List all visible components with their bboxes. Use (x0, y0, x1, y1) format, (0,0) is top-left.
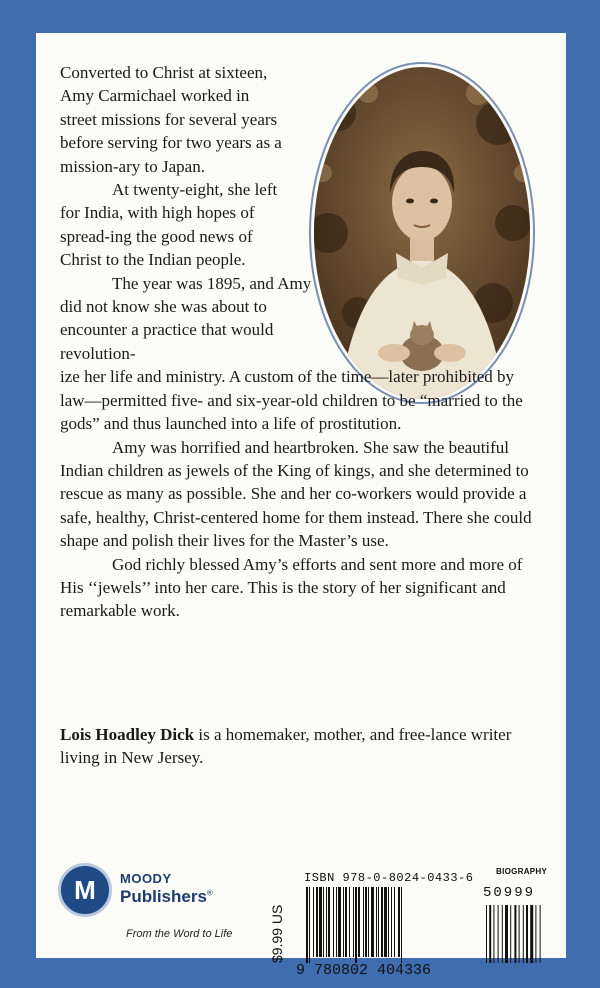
addon-bar (526, 905, 528, 963)
barcode-bar (363, 887, 364, 957)
barcode-bar (378, 887, 379, 957)
barcode-bar (391, 887, 392, 957)
publisher-logo (58, 863, 268, 943)
addon-bar (489, 905, 491, 963)
barcode-bar (309, 887, 310, 963)
barcode-bar (388, 887, 389, 957)
author-bio (60, 723, 550, 770)
barcode-bar (349, 887, 350, 957)
author-bio-text: is a homemaker, mother, and free-lance writer living in New Jersey. (60, 725, 512, 768)
barcode-bar (306, 887, 308, 963)
addon-bar (505, 905, 508, 963)
barcode-bar (326, 887, 327, 957)
addon-bar (523, 905, 524, 963)
barcode-bar (368, 887, 369, 957)
barcode-bar (371, 887, 374, 957)
barcode-bar (316, 887, 318, 957)
author-name: Lois Hoadley Dick (60, 725, 195, 744)
barcode-bar (319, 887, 322, 957)
barcode-bar (323, 887, 324, 957)
svg-text:$9.99 US: $9.99 US (269, 904, 285, 963)
addon-bar (510, 905, 511, 963)
isbn-number: ISBN 978-0-8024-0433-6 (304, 871, 474, 885)
barcode-bar (394, 887, 395, 957)
addon-bar (540, 905, 541, 963)
publisher-name-line2: Publishers® (120, 887, 213, 906)
barcode-bar (353, 887, 354, 957)
paragraph-4: Amy was horrified and heartbroken. She saw the beautiful Indian children as jewels of the King of kings, and she determined to rescue as many as possible. She and her co-workers would provide a safe, healthy, Christ-centered home for them instead. There she could shape and polish their lives for the Master’s use. (60, 437, 532, 551)
synopsis-text (60, 61, 550, 623)
isbn-barcode (288, 885, 560, 977)
logo-letter: M (74, 875, 96, 905)
back-cover-panel (36, 33, 566, 977)
barcode-bar (328, 887, 330, 957)
barcode-addon-number: 50999 (483, 885, 536, 901)
barcode-bar (345, 887, 347, 957)
paragraph-2: At twenty-eight, she left for India, with high hopes of spread-ing the good news of Christ to the Indian people. (60, 180, 278, 270)
barcode-bar (365, 887, 367, 957)
paragraph-5: God richly blessed Amy’s efforts and sent more and more of His ‘‘jewels’’ into her care. This is the story of her significant and remarkable work. (60, 554, 523, 621)
addon-bar (514, 905, 516, 963)
barcode-bar (381, 887, 383, 957)
barcode-bar (336, 887, 337, 957)
addon-bar (530, 905, 533, 963)
publisher-name-line1: MOODY (120, 871, 172, 886)
barcode-bar (358, 887, 360, 957)
publisher-tagline: From the Word to Life (126, 928, 233, 940)
paragraph-3-end: ize her life and ministry. A custom of the time—later prohibited by law—permitted five- and six-year-old children to be “married to the gods” and thus launched into a life of prostitution. (60, 367, 523, 434)
addon-bar (493, 905, 494, 963)
category-label: BIOGRAPHY (496, 867, 548, 876)
paragraph-1: Converted to Christ at sixteen, Amy Carmichael worked in street missions for several years before serving for two years as a mission-ary to Japan. (60, 63, 282, 176)
barcode-bar (333, 887, 334, 957)
barcode-bar (398, 887, 400, 957)
svg-text:9 780802 404336: 9 780802 404336 (296, 962, 432, 977)
addon-bar (535, 905, 536, 963)
addon-bar (498, 905, 499, 963)
paragraph-3-start: The year was 1895, and Amy did not know she was about to encounter a practice that would revolution- (60, 273, 312, 363)
barcode-bar (376, 887, 377, 957)
barcode-bar (338, 887, 341, 957)
barcode-bar (401, 887, 402, 963)
barcode-bar (355, 887, 357, 963)
addon-bar (519, 905, 520, 963)
price-label (267, 875, 287, 965)
addon-bar (486, 905, 487, 963)
addon-bar (502, 905, 503, 963)
barcode-bar (343, 887, 344, 957)
barcode-bar (313, 887, 314, 957)
barcode-bar (384, 887, 387, 957)
moody-emblem-icon (58, 863, 112, 917)
